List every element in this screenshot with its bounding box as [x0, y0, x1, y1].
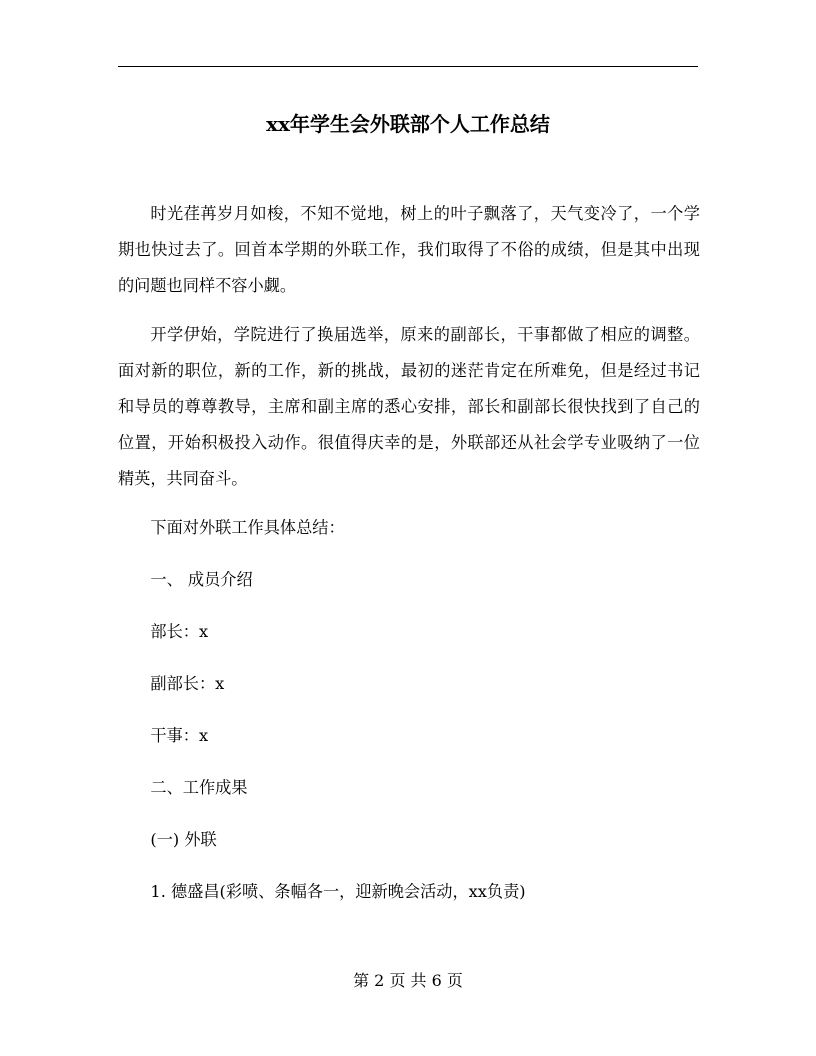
member-minister: 部长：x — [150, 622, 209, 641]
summary-lead: 下面对外联工作具体总结： — [150, 518, 345, 537]
member-vice-minister: 副部长：x — [150, 674, 225, 693]
outreach-item-1: 1. 德盛昌(彩喷、条幅各一，迎新晚会活动，xx负责) — [150, 882, 526, 901]
paragraph-election: 开学伊始，学院进行了换届选举，原来的副部长，干事都做了相应的调整。面对新的职位，新的工作，新的挑战，最初的迷茫肯定在所难免，但是经过书记和导员的尊尊教导，主席和副主席的悉心安排，部长和副部长很快找到了自己的位置，开始积极投入动作。很值得庆幸的是，外联部还从社会学专业吸纳了一位精英，共同奋斗。 — [118, 325, 700, 488]
page-number-footer: 第 2 页 共 6 页 — [353, 971, 463, 990]
header-rule — [118, 66, 698, 67]
paragraph-intro: 时光荏苒岁月如梭，不知不觉地，树上的叶子飘落了，天气变冷了，一个学期也快过去了。回首本学期的外联工作，我们取得了不俗的成绩，但是其中出现的问题也同样不容小觑。 — [118, 204, 700, 295]
document-body — [118, 196, 700, 910]
subsection-heading-outreach: (一) 外联 — [150, 830, 217, 849]
member-staff: 干事：x — [150, 726, 209, 745]
document-title: xx年学生会外联部个人工作总结 — [266, 112, 550, 137]
section-heading-members: 一、 成员介绍 — [150, 570, 253, 589]
section-heading-results: 二、工作成果 — [150, 778, 248, 797]
